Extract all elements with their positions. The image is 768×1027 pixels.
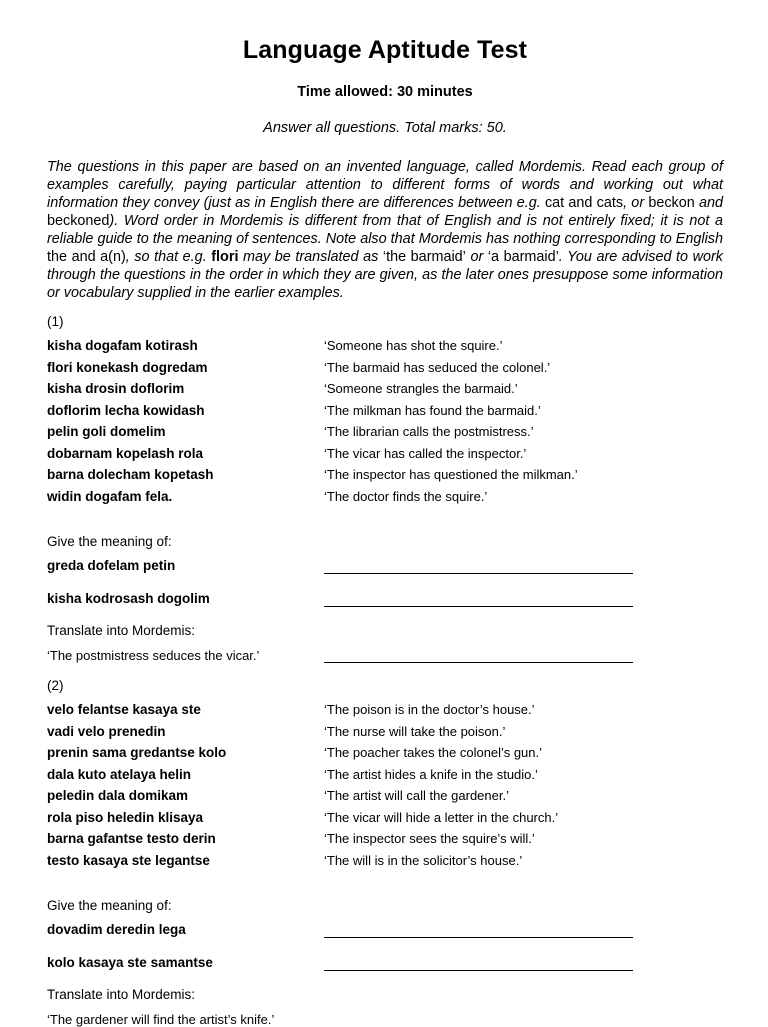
section-1-example-row <box>47 360 723 381</box>
intro-paragraph <box>47 158 723 302</box>
intro-a-barmaid: ‘a barmaid’ <box>487 249 559 265</box>
section-2-meaning-question: dovadim deredin lega <box>47 922 186 937</box>
english-translation: ‘The artist hides a knife in the studio.’ <box>324 766 538 782</box>
mordemis-sentence: dobarnam kopelash rola <box>47 445 204 461</box>
section-1-meaning-question: kisha kodrosash dogolim <box>47 591 210 606</box>
mordemis-sentence: velo felantse kasaya ste <box>47 702 201 717</box>
intro-and-3: and <box>67 249 101 265</box>
intro-text-5: . You are advised to work through the questions in the order in which they are given, as the later ones presuppose some information or vocabulary supplied in the earlier examples. <box>47 249 723 301</box>
section-1-meaning-question: greda dofelam petin <box>47 558 176 573</box>
intro-word-an: a(n) <box>100 249 126 265</box>
mordemis-sentence: kisha drosin doflorim <box>47 381 185 396</box>
english-translation: ‘The barmaid has seduced the colonel.’ <box>324 359 551 375</box>
time-allowed: Time allowed: 30 minutes <box>297 84 473 100</box>
mordemis-sentence: barna gafantse testo derin <box>47 831 216 846</box>
mordemis-sentence: pelin goli domelim <box>47 424 166 439</box>
answer-line[interactable] <box>324 970 633 971</box>
mordemis-sentence: peledin dala domikam <box>47 788 189 803</box>
intro-example-beckoned: beckoned <box>47 213 110 229</box>
mordemis-sentence: rola piso heledin klisaya <box>47 809 204 825</box>
intro-example-cats: cats <box>596 195 624 211</box>
answer-line[interactable] <box>324 937 633 938</box>
section-1-example-row <box>47 424 723 445</box>
english-translation: ‘The vicar will hide a letter in the church.’ <box>324 809 559 825</box>
english-translation: ‘The poison is in the doctor’s house.’ <box>324 702 535 717</box>
english-translation: ‘The nurse will take the poison.’ <box>324 723 506 739</box>
section-2-example-row <box>47 831 723 852</box>
answer-line[interactable] <box>324 662 633 663</box>
intro-text-2: ). Word order in Mordemis is different from that of English and is not entirely fixed; it is not a reliable guide to the meaning of sentences. Note also that Mordemis has nothing corresponding to English <box>47 213 723 247</box>
section-1-meaning-prompt: Give the meaning of: <box>47 534 172 549</box>
section-1-example-row <box>47 467 723 488</box>
english-translation: ‘The inspector has questioned the milkman.’ <box>324 467 578 482</box>
section-2-example-row <box>47 788 723 809</box>
mordemis-sentence: widin dogafam fela. <box>47 488 173 504</box>
section-1-example-row <box>47 381 723 402</box>
section-2-number: (2) <box>47 678 64 693</box>
intro-comma-or: , or <box>623 195 649 211</box>
mordemis-sentence: doflorim lecha kowidash <box>47 402 205 418</box>
intro-the-barmaid: ‘the barmaid’ <box>382 249 466 265</box>
mordemis-sentence: dala kuto atelaya helin <box>47 766 192 782</box>
mordemis-sentence: kisha dogafam kotirash <box>47 338 198 353</box>
section-2-meaning-prompt: Give the meaning of: <box>47 898 172 913</box>
section-1-translate-prompt: Translate into Mordemis: <box>47 623 196 638</box>
section-2-example-row <box>47 767 723 788</box>
intro-or: or <box>465 249 488 265</box>
intro-and-1: and <box>564 195 597 211</box>
answer-line[interactable] <box>324 573 633 574</box>
english-translation: ‘The librarian calls the postmistress.’ <box>324 424 534 439</box>
intro-and-2: and <box>694 195 723 211</box>
intro-example-cat: cat <box>544 195 565 211</box>
section-2-example-row <box>47 853 723 874</box>
section-2-example-row <box>47 810 723 831</box>
section-2-meaning-question: kolo kasaya ste samantse <box>47 955 213 970</box>
mordemis-sentence: prenin sama gredantse kolo <box>47 745 227 760</box>
mordemis-sentence: testo kasaya ste legantse <box>47 852 210 868</box>
section-2-example-row <box>47 702 723 723</box>
english-translation: ‘The inspector sees the squire’s will.’ <box>324 831 535 846</box>
english-translation: ‘The will is in the solicitor’s house.’ <box>324 852 523 868</box>
intro-text-4: may be translated as <box>238 249 383 265</box>
intro-text-3: , so that e.g. <box>125 249 212 265</box>
mordemis-sentence: flori konekash dogredam <box>47 359 208 375</box>
section-2-example-row <box>47 745 723 766</box>
english-translation: ‘Someone strangles the barmaid.’ <box>324 381 518 396</box>
english-translation: ‘The poacher takes the colonel’s gun.’ <box>324 745 543 760</box>
page-title: Language Aptitude Test <box>242 36 528 64</box>
english-translation: ‘The milkman has found the barmaid.’ <box>324 402 541 418</box>
section-1-example-row <box>47 489 723 510</box>
instructions: Answer all questions. Total marks: 50. <box>263 120 507 136</box>
section-1-example-row <box>47 403 723 424</box>
english-translation: ‘The doctor finds the squire.’ <box>324 488 488 504</box>
section-1-example-row <box>47 446 723 467</box>
section-2-translate-prompt: Translate into Mordemis: <box>47 987 196 1002</box>
section-1-number: (1) <box>47 314 64 329</box>
intro-word-flori: flori <box>211 249 239 265</box>
intro-word-the: the <box>47 249 68 265</box>
intro-text-1: The questions in this paper are based on an invented language, called Mordemis. Read each group of examples carefully, paying particular attention to different forms of words and working out what information they convey (just as in English there are differences between e.g. <box>47 159 723 211</box>
mordemis-sentence: vadi velo prenedin <box>47 723 166 739</box>
english-translation: ‘The artist will call the gardener.’ <box>324 788 509 803</box>
mordemis-sentence: barna dolecham kopetash <box>47 467 214 482</box>
answer-line[interactable] <box>324 606 633 607</box>
english-translation: ‘The vicar has called the inspector.’ <box>324 445 527 461</box>
section-1-translate-question: ‘The postmistress seduces the vicar.’ <box>47 648 260 663</box>
section-1-example-row <box>47 338 723 359</box>
section-2-translate-question: ‘The gardener will find the artist’s knife.’ <box>47 1012 275 1027</box>
intro-example-beckon: beckon <box>648 195 695 211</box>
section-2-example-row <box>47 724 723 745</box>
english-translation: ‘Someone has shot the squire.’ <box>324 338 503 353</box>
